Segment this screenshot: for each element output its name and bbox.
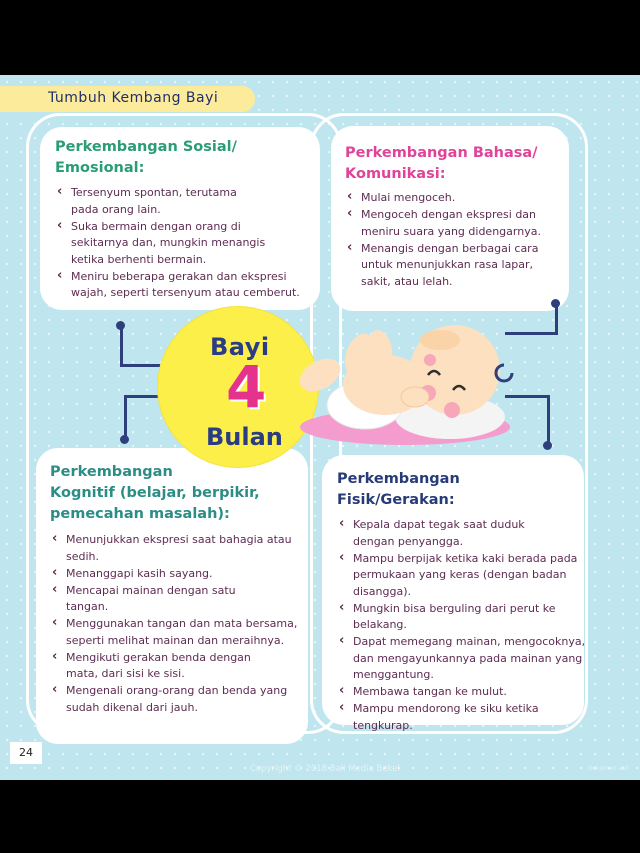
list-item: ‹ Menanggapi kasih sayang. bbox=[50, 566, 300, 583]
list-item: ‹ Dapat memegang mainan, mengocoknya, dan mengayunkannya pada mainan yang menggantung. bbox=[337, 634, 588, 684]
connector-dot bbox=[120, 435, 129, 444]
language-list bbox=[345, 190, 565, 290]
social-title-line1: Perkembangan Sosial/ bbox=[55, 139, 237, 155]
list-item: ‹ Mengoceh dengan ekspresi dan meniru suara yang didengarnya. bbox=[345, 207, 561, 240]
connector-line bbox=[547, 395, 550, 443]
list-item: ‹ Mencapai mainan dengan satu tangan. bbox=[50, 583, 266, 616]
list-item: ‹ Menangis dengan berbagai cara untuk menunjukkan rasa lapar, sakit, atau lelah. bbox=[345, 241, 566, 291]
cognitive-list bbox=[50, 532, 300, 716]
physical-title: Perkembangan Fisik/Gerakan: bbox=[337, 471, 460, 508]
cognitive-title-line3: pemecahan masalah): bbox=[50, 506, 230, 522]
card-social-emotional bbox=[40, 127, 320, 310]
book-page bbox=[0, 75, 640, 780]
center-number: 4 bbox=[226, 353, 267, 421]
list-item: ‹ Menggunakan tangan dan mata bersama, seperti melihat mainan dan meraihnya. bbox=[50, 616, 306, 649]
cognitive-title-line2: Kognitif (belajar, berpikir, bbox=[50, 485, 260, 501]
physical-list bbox=[337, 517, 586, 734]
connector-line bbox=[120, 325, 123, 367]
card-cognitive bbox=[36, 448, 308, 744]
connector-line bbox=[555, 303, 558, 335]
list-item: ‹ Mengenali orang-orang dan benda yang sudah dikenal dari jauh. bbox=[50, 683, 296, 716]
list-item: ‹ Menunjukkan ekspresi saat bahagia atau sedih. bbox=[50, 532, 296, 565]
connector-dot bbox=[543, 441, 552, 450]
list-item: ‹ Mengikuti gerakan benda dengan mata, dari sisi ke sisi. bbox=[50, 650, 286, 683]
list-item: ‹ Membawa tangan ke mulut. bbox=[337, 684, 577, 701]
center-title-bayi: Bayi bbox=[210, 333, 270, 361]
connector-line bbox=[124, 395, 127, 437]
list-item: ‹ Mampu berpijak ketika kaki berada pada permukaan yang keras (dengan badan disangga). bbox=[337, 551, 578, 601]
social-list bbox=[55, 185, 310, 302]
cognitive-title-line1: Perkembangan bbox=[50, 464, 173, 480]
social-title-line2: Emosional: bbox=[55, 160, 145, 176]
copyright-watermark: Copyright © 2018 Bali Media Bekel bbox=[250, 764, 400, 774]
list-item: ‹ Mulai mengoceh. bbox=[345, 190, 565, 207]
connector-line bbox=[120, 364, 160, 367]
language-title-line1: Perkembangan Bahasa/ bbox=[345, 145, 538, 161]
language-title-line2: Komunikasi: bbox=[345, 166, 446, 182]
list-item: ‹ Kepala dapat tegak saat duduk dengan penyangga. bbox=[337, 517, 548, 550]
list-item: ‹ Suka bermain dengan orang di sekitarnya dan, mungkin menangis ketika berhenti bermain. bbox=[55, 219, 271, 269]
list-item: ‹ Tersenyum spontan, terutama pada orang lain. bbox=[55, 185, 241, 218]
page-header-title: Tumbuh Kembang Bayi bbox=[48, 90, 219, 106]
baby-illustration bbox=[280, 315, 520, 450]
list-item: ‹ Mungkin bisa berguling dari perut ke belakang. bbox=[337, 601, 588, 634]
list-item: ‹ Meniru beberapa gerakan dan ekspresi wajah, seperti tersenyum atau cemberut. bbox=[55, 269, 316, 302]
card-language-communication bbox=[331, 126, 569, 311]
list-item: ‹ Mampu mendorong ke siku ketika tengkurap. bbox=[337, 701, 563, 734]
small-note: Dokumen asli bbox=[588, 765, 629, 772]
page-number: 24 bbox=[10, 742, 42, 764]
card-physical bbox=[322, 455, 586, 732]
center-title-bulan: Bulan bbox=[206, 423, 283, 451]
